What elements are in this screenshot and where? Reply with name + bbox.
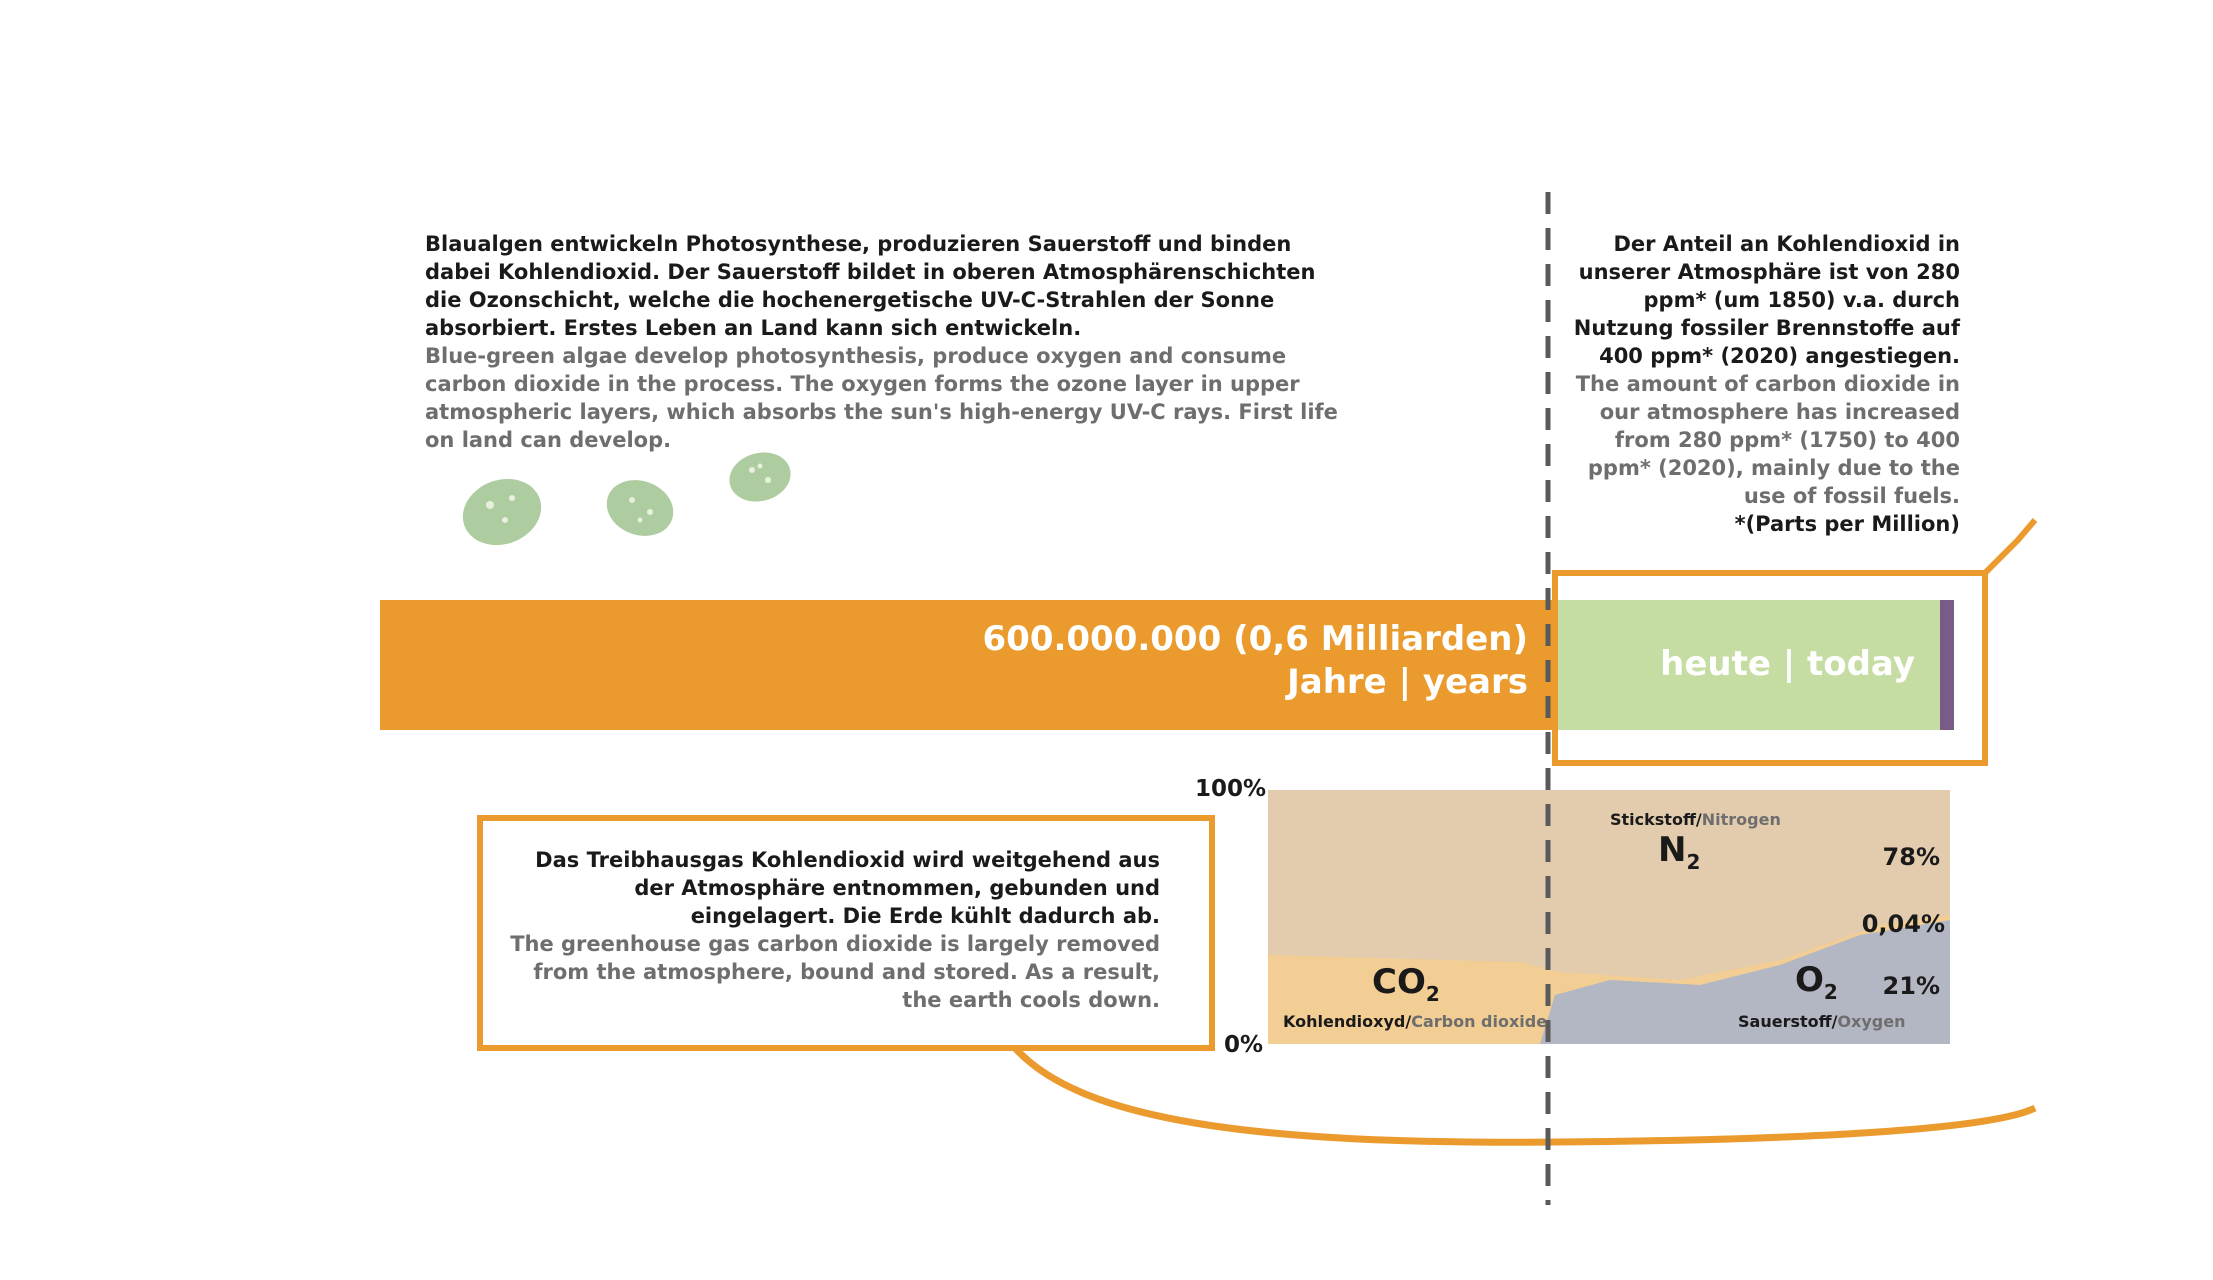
nitrogen-label — [1610, 810, 1781, 829]
algae-illustration — [453, 446, 796, 556]
cooling-description — [500, 846, 1160, 1014]
timeline-label — [900, 618, 1528, 704]
ppm-footnote: *(Parts per Million) — [1734, 512, 1960, 536]
oxygen-label — [1738, 1012, 1905, 1031]
algae-description-de: Blaualgen entwickeln Photosynthese, produzieren Sauerstoff und binden dabei Kohlendioxid. Der Sauerstoff bildet in oberen Atmosphärenschichten die Ozonschicht, welche die hochenergetische UV-C-Strahlen der Sonne absorbiert. Erstes Leben an Land kann sich entwickeln. — [425, 232, 1316, 340]
oxygen-formula-subscript: 2 — [1823, 979, 1838, 1004]
nitrogen-formula-symbol: N — [1658, 830, 1687, 870]
y-axis-bottom-label: 0% — [1223, 1032, 1263, 1058]
co2-label-en: Carbon dioxide — [1411, 1012, 1548, 1031]
cooling-description-de: Das Treibhausgas Kohlendioxid wird weitgehend aus der Atmosphäre entnommen, gebunden und eingelagert. Die Erde kühlt dadurch ab. — [535, 848, 1160, 928]
algae-description-en: Blue-green algae develop photosynthesis, produce oxygen and consume carbon dioxide in the process. The oxygen forms the ozone layer in upper atmospheric layers, which absorbs the sun's high-energy UV-C rays. First life on land can develop. — [425, 344, 1338, 452]
co2-increase-de: Der Anteil an Kohlendioxid in unserer Atmosphäre ist von 280 ppm* (um 1850) v.a. durch Nutzung fossiler Brennstoffe auf 400 ppm* (2020) angestiegen. — [1573, 232, 1960, 368]
zoom-connector-bottom — [1015, 1048, 2035, 1142]
oxygen-formula — [1795, 960, 1838, 1004]
oxygen-label-en: Oxygen — [1837, 1012, 1906, 1031]
algae-cell-2 — [599, 471, 681, 545]
co2-formula-subscript: 2 — [1425, 981, 1440, 1006]
co2-label — [1283, 1012, 1547, 1031]
co2-formula-symbol: CO — [1372, 962, 1426, 1002]
nitrogen-label-en: Nitrogen — [1701, 810, 1781, 829]
nitrogen-percent: 78% — [1882, 843, 1940, 871]
co2-increase-description — [1565, 230, 1960, 538]
oxygen-formula-symbol: O — [1795, 960, 1824, 1000]
today-label: heute | today — [1660, 644, 1915, 684]
co2-percent: 0,04% — [1861, 910, 1945, 938]
algae-cell-1 — [453, 468, 550, 556]
co2-label-de: Kohlendioxyd/ — [1283, 1012, 1412, 1031]
oxygen-label-de: Sauerstoff/ — [1738, 1012, 1838, 1031]
algae-cell-3 — [724, 446, 796, 508]
co2-increase-en: The amount of carbon dioxide in our atmosphere has increased from 280 ppm* (1750) to 400 ppm* (2020), mainly due to the use of fossil fuels. — [1575, 372, 1960, 508]
years-label-line2: Jahre | years — [1287, 662, 1528, 702]
nitrogen-label-de: Stickstoff/ — [1610, 810, 1702, 829]
y-axis-top-label: 100% — [1195, 776, 1267, 802]
zoom-connector-top — [1985, 520, 2035, 573]
oxygen-percent: 21% — [1882, 972, 1940, 1000]
co2-formula — [1372, 962, 1440, 1006]
nitrogen-formula-subscript: 2 — [1686, 849, 1701, 874]
algae-description — [425, 230, 1345, 454]
cooling-description-en: The greenhouse gas carbon dioxide is largely removed from the atmosphere, bound and stored. As a result, the earth cools down. — [510, 932, 1160, 1012]
today-marker — [1940, 600, 1954, 730]
years-label-line1: 600.000.000 (0,6 Milliarden) — [982, 619, 1528, 659]
nitrogen-formula — [1658, 830, 1700, 874]
